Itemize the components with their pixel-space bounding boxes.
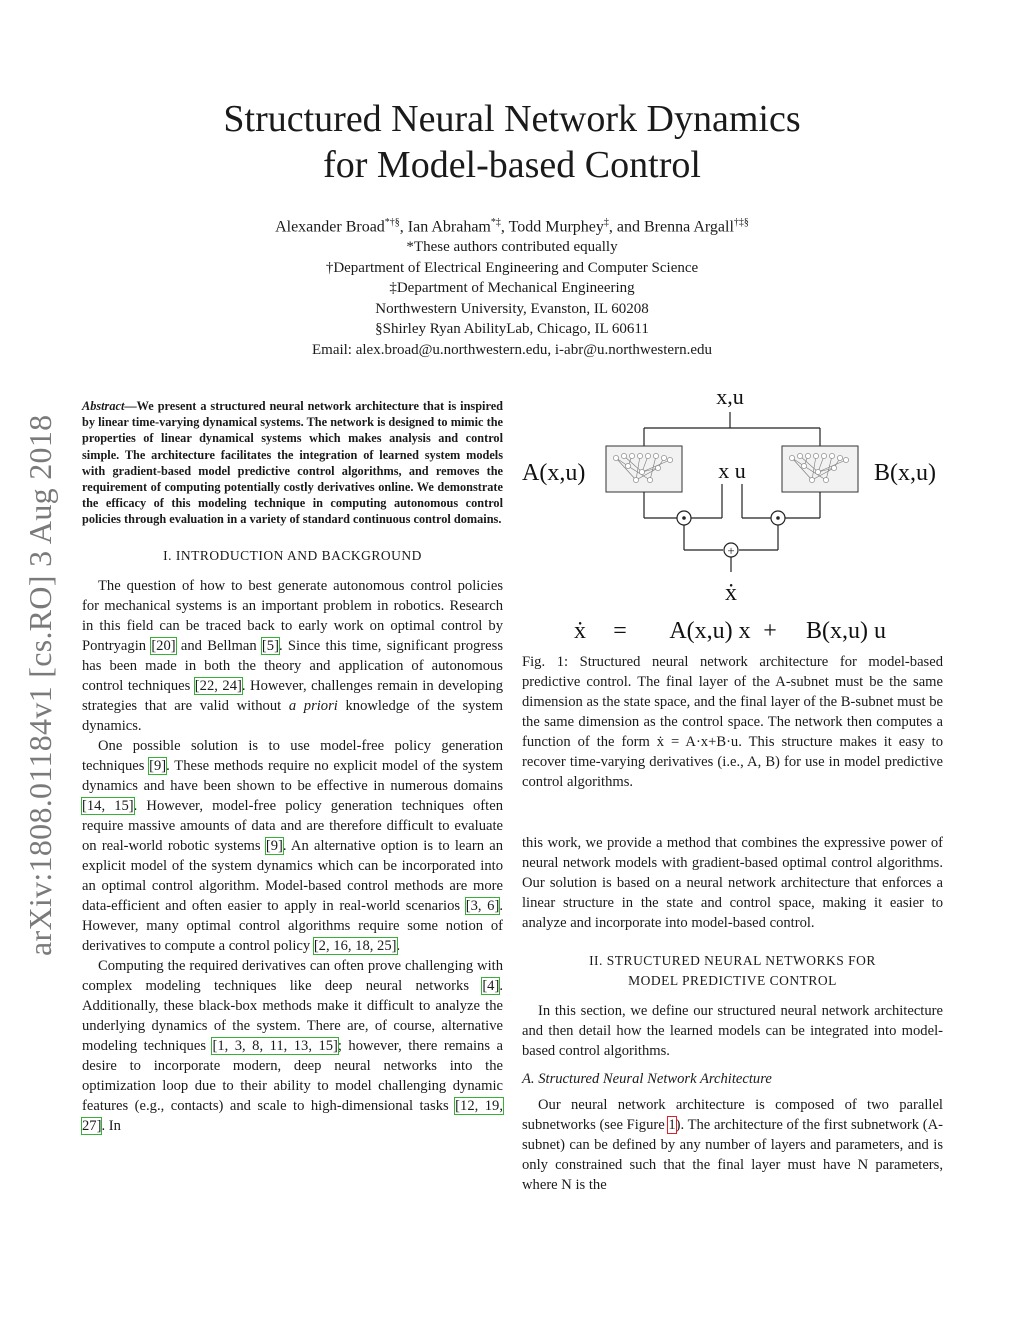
title-line-1: Structured Neural Network Dynamics	[223, 98, 801, 140]
paragraph	[82, 736, 503, 956]
author-name: Alexander Broad	[275, 218, 385, 236]
paragraph	[82, 956, 503, 1136]
text-run: . However, model-free policy generation techniques often require massive amounts of data and are therefore difficult to evaluate on real-world robotic systems	[82, 797, 503, 854]
citation-link[interactable]: [9]	[149, 757, 167, 774]
text-run: . Additionally, these black-box methods make it difficult to analyze the underlying dynamics of the system. There are, of course, alternative modeling techniques	[82, 977, 503, 1054]
a-function-label: A(x,u)	[522, 460, 586, 486]
input-label: x,u	[716, 384, 744, 409]
citation-link[interactable]: [20]	[151, 637, 176, 654]
author-name: , Ian Abraham	[399, 218, 491, 236]
citation-link[interactable]: [12, 19, 27]	[82, 1097, 503, 1134]
italic-run: a priori	[288, 697, 338, 714]
title-line-2: for Model-based Control	[323, 144, 701, 186]
abstract	[82, 398, 503, 528]
figure-reference-link[interactable]: 1	[668, 1117, 676, 1133]
right-column	[522, 833, 943, 1195]
multiply-dot-icon	[682, 516, 686, 520]
text-run: Computing the required derivatives can often prove challenging with complex modeling techniques like deep neural networks	[82, 957, 503, 994]
equation-plus: +	[763, 618, 777, 644]
text-run: and Bellman	[175, 637, 262, 654]
section-heading	[522, 951, 943, 991]
text-run: Our neural network architecture is composed of two parallel subnetworks (see Figure	[522, 1097, 943, 1133]
citation-link[interactable]: [3, 6]	[465, 897, 500, 914]
paragraph: In this section, we define our structured neural network architecture and then detail how the learned models can be integrated into model-based control algorithms.	[522, 1003, 943, 1059]
equation-term-b: B(x,u) u	[806, 618, 886, 644]
paragraph: this work, we provide a method that combines the expressive power of neural network models with gradient-based optimal control algorithms. Our solution is based on a neural network architecture that enforces a linear structure in the state and control space, making it easier to analyze and incorporate into model-based control.	[522, 835, 943, 931]
b-function-label: B(x,u)	[874, 460, 936, 486]
equation-lhs: ẋ	[574, 618, 586, 644]
affiliation-line: Northwestern University, Evanston, IL 60208	[375, 300, 649, 317]
author-block	[0, 212, 1024, 360]
author-name: , and Brenna Argall	[608, 218, 734, 236]
text-run: . These methods require no explicit model of the system dynamics and have been shown to be effective in numerous domains	[82, 757, 503, 794]
author-mark: *†§	[384, 217, 400, 228]
multiply-dot-icon	[776, 516, 780, 520]
subsection-heading: A. Structured Neural Network Architecture	[522, 1071, 772, 1087]
abstract-label: Abstract	[82, 399, 125, 413]
b-subnet-box	[782, 446, 858, 492]
author-list	[0, 212, 1024, 237]
citation-link[interactable]: [2, 16, 18, 25]	[313, 937, 397, 954]
text-run: . In	[101, 1117, 121, 1134]
plus-icon: +	[727, 543, 735, 558]
section-heading: I. INTRODUCTION AND BACKGROUND	[163, 547, 422, 563]
text-run: . However, challenges remain in developing strategies that are valid without	[82, 677, 503, 714]
affiliation-line: *These authors contributed equally	[406, 239, 618, 256]
paragraph	[82, 576, 503, 736]
left-column	[82, 398, 503, 1136]
equation-equals: =	[613, 618, 627, 644]
equation-term-a: A(x,u) x	[669, 618, 751, 644]
affiliation-line: †Department of Electrical Engineering and Computer Science	[325, 259, 699, 276]
email-line: Email: alex.broad@u.northwestern.edu, i-abr@u.northwestern.edu	[311, 341, 712, 358]
text-run: . An alternative option is to learn an explicit model of the system dynamics which can be incorporated into an optimal control algorithm. Model-based control methods are more data-efficient and often easier to apply in real-world scenarios	[82, 837, 503, 914]
output-label: ẋ	[725, 580, 737, 606]
section-heading-line: MODEL PREDICTIVE CONTROL	[628, 973, 837, 988]
citation-link[interactable]: [22, 24]	[194, 677, 242, 694]
text-run: . However, many optimal control algorithms require some notion of derivatives to compute a control policy	[82, 897, 503, 954]
citation-link[interactable]: [14, 15]	[82, 797, 134, 814]
section-heading-line: II. STRUCTURED NEURAL NETWORKS FOR	[589, 953, 876, 968]
a-subnet-box	[606, 446, 682, 492]
author-mark: ‡	[603, 217, 609, 228]
abstract-text: —We present a structured neural network architecture that is inspired by linear time-varying dynamical systems. The network is designed to mimic the properties of linear dynamical systems which makes analysis and control simple. The architecture facilitates the integration of learned system models with gradient-based model predictive control algorithms, and removes the requirement of computing potentially costly derivatives online. We demonstrate the efficacy of this modeling technique in computing autonomous control policies through evaluation in a variety of standard continuous control domains.	[82, 399, 503, 527]
author-name: , Todd Murphey	[500, 218, 604, 236]
paragraph	[522, 1095, 943, 1195]
affiliation-line: §Shirley Ryan AbilityLab, Chicago, IL 60611	[375, 321, 649, 338]
state-control-label: x u	[718, 458, 746, 483]
arxiv-stamp: arXiv:1808.01184v1 [cs.RO] 3 Aug 2018	[22, 414, 58, 956]
citation-link[interactable]: [5]	[261, 637, 279, 654]
text-run: ). The architecture of the first subnetwork (A-subnet) can be defined by any number of layers and parameters, and is only constrained such that the final layer must have N parameters, where N is the	[522, 1117, 943, 1193]
citation-link[interactable]: [9]	[265, 837, 283, 854]
text-run: The question of how to best generate autonomous control policies for mechanical systems is an important problem in robotics. Research in this field can be traced back to early work on optimal control by Pontryagin	[82, 577, 503, 654]
text-run: . Since this time, significant progress has been made in both the theory and application of autonomous control techniques	[82, 637, 503, 694]
text-run: One possible solution is to use model-free policy generation techniques	[82, 737, 503, 774]
paper-title	[0, 96, 1024, 188]
text-run: ; however, there remains a desire to incorporate modern, deep neural networks into the optimization loop due to their ability to model challenging dynamic features (e.g., contacts) and scale to high-dimensional tasks	[82, 1037, 503, 1114]
text-run: knowledge of the system dynamics.	[82, 697, 503, 734]
citation-link[interactable]: [1, 3, 8, 11, 13, 15]	[212, 1037, 338, 1054]
figure-1	[520, 380, 950, 650]
network-diagram	[520, 380, 950, 650]
affiliation-line: ‡Department of Mechanical Engineering	[389, 280, 635, 297]
figure-caption: Fig. 1: Structured neural network architecture for model-based predictive control. The final layer of the A-subnet must be the same dimension as the state space, and the final layer of the B-subnet must be the same dimension as the control space. The network then computes a function of the form ẋ = A·x+B·u. This structure makes it easy to recover time-varying derivatives (i.e., A, B) for use in model predictive control algorithms.	[522, 654, 943, 790]
author-mark: *‡	[490, 217, 501, 228]
citation-link[interactable]: [4]	[482, 977, 500, 994]
text-run: .	[396, 937, 401, 954]
author-mark: †‡§	[733, 217, 749, 228]
